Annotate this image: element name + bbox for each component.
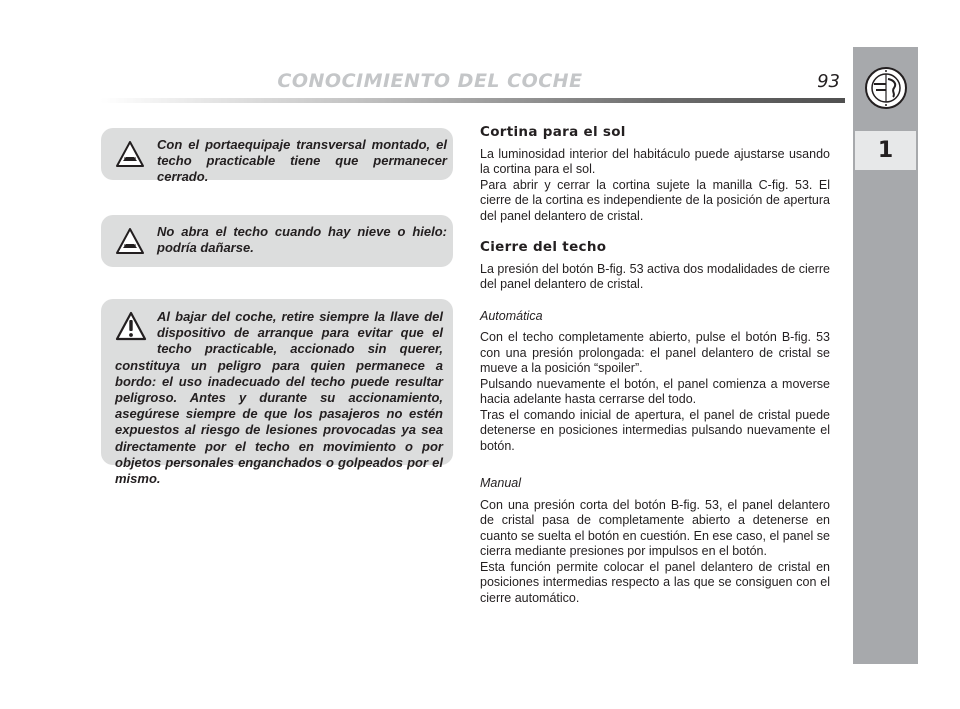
section-heading-cortina: Cortina para el sol — [480, 124, 626, 140]
chapter-number: 1 — [855, 131, 916, 170]
warning-triangle-icon — [115, 140, 145, 168]
danger-triangle-icon — [115, 311, 147, 341]
subheading-manual: Manual — [480, 476, 521, 490]
paragraph: Para abrir y cerrar la cortina sujete la manilla C-fig. 53. El cierre de la cortina es independiente de la posición de apertura del panel delantero de cristal. — [480, 177, 830, 223]
alfa-romeo-badge-icon — [864, 66, 908, 110]
warning-box-roof-rack — [101, 128, 453, 184]
subheading-automatica: Automática — [480, 308, 543, 323]
danger-box-leaving-car — [101, 299, 453, 487]
warning-text: Al bajar del coche, retire siempre la llave del dispositivo de arranque para evitar que el techo practicable, accionado sin querer, constituya un peligro para quien permanece a bordo: el uso inadecuado del techo puede resultar peligroso. Antes y durante su accionamiento, asegúrese siempre de que los pasajeros no estén expuestos al riesgo de lesiones provocadas ya sea directamente por el techo en movimiento o por objetos personales enganchados o golpeados por el mismo. — [115, 309, 443, 487]
paragraph: La presión del botón B-fig. 53 activa dos modalidades de cierre del panel delantero de cristal. — [480, 261, 830, 291]
warning-box-snow — [101, 215, 453, 267]
main-text-column — [480, 125, 830, 606]
page-number: 93 — [817, 71, 840, 92]
paragraph: Con el techo completamente abierto, pulse el botón B-fig. 53 con una presión prolongada: el panel delantero de cristal se mueve a la posición “spoiler”. — [480, 330, 830, 375]
section-heading-cierre: Cierre del techo — [480, 239, 607, 255]
header-rule — [100, 98, 845, 103]
page-header-title: CONOCIMIENTO DEL COCHE — [277, 70, 583, 92]
paragraph: Tras el comando inicial de apertura, el panel de cristal puede detenerse en posiciones intermedias pulsando nuevamente el botón. — [480, 407, 830, 453]
paragraph: Con una presión corta del botón B-fig. 53, el panel delantero de cristal pasa de completamente abierto a detenerse en cuanto se suelta el botón en cuestión. En ese caso, el panel se cierra mediante presiones por impulsos en el botón. — [480, 497, 830, 558]
brand-logo — [853, 47, 918, 129]
paragraph: Esta función permite colocar el panel delantero de cristal en posiciones intermedias respecto a las que se consiguen con el cierre automático. — [480, 559, 830, 605]
paragraph: Pulsando nuevamente el botón, el panel comienza a moverse hacia adelante hasta cerrarse del todo. — [480, 376, 830, 406]
warning-text: No abra el techo cuando hay nieve o hielo: podría dañarse. — [157, 224, 447, 255]
warning-triangle-icon — [115, 227, 145, 255]
paragraph: La luminosidad interior del habitáculo puede ajustarse usando la cortina para el sol. — [480, 146, 830, 176]
warning-text: Con el portaequipaje transversal montado, el techo practicable tiene que permanecer cerrado. — [157, 137, 447, 184]
